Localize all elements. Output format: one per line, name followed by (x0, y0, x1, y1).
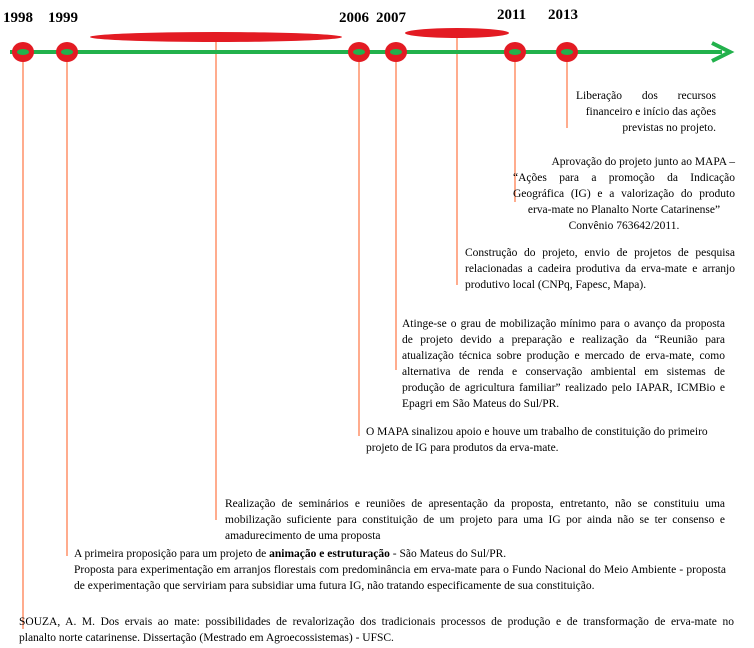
annotation-mid-period-line-1: Realização de seminários e reuniões de apresentação da proposta, entretanto, não se constituiu uma (225, 498, 725, 510)
year-label-1999: 1999 (48, 10, 78, 26)
annotation-2013-line-1: Liberação dos recursos (576, 90, 716, 102)
annotation-1999-line-1 (74, 546, 726, 562)
marker-1998 (12, 42, 34, 62)
annotation-1999-line-3: de experimentação que serviriam para subsidiar uma futura IG, não tratando especificamente de sua constituição. (74, 580, 595, 592)
annotation-2013-line-2: financeiro e início das ações (585, 106, 716, 118)
annotation-2011-line-3: Geográfica (IG) e a valorização do produto (513, 188, 735, 200)
annotation-1999-line-1-bold: animação e estruturação (269, 548, 390, 560)
annotation-2011 (513, 154, 735, 234)
annotation-mid-period-line-2: mobilização suficiente para constituição de um projeto para uma IG por ainda não se ter consenso e (225, 514, 725, 526)
annotation-2007 (402, 316, 725, 412)
annotation-2007-line-5: produção de agricultura familiar” realizado pelo IAPAR, ICMBio e (402, 382, 725, 394)
year-label-1998: 1998 (3, 10, 33, 26)
annotation-1999-line-1-post: - São Mateus do Sul/PR. (389, 548, 507, 560)
period-bar-1999-2006 (90, 32, 342, 42)
annotation-1999 (74, 546, 726, 594)
annotation-2011-line-4: erva-mate no Planalto Norte Catarinense” (527, 204, 721, 216)
annotation-2007-construcao-line-1: Construção do projeto, envio de projetos de pesquisa (465, 247, 735, 259)
year-label-2013: 2013 (548, 7, 578, 23)
annotation-2006 (366, 424, 716, 456)
annotation-2011-line-2: “Ações para a promoção da Indicação (513, 172, 735, 184)
annotation-1998-line-1: SOUZA, A. M. Dos ervais ao mate: possibilidades de revalorização dos tradicionais processos de produção e de transformação de erva-mate no (19, 616, 734, 628)
annotation-1999-line-1-pre: A primeira proposição para um projeto de (74, 548, 270, 560)
marker-2013 (556, 42, 578, 62)
annotation-1998 (19, 614, 734, 646)
annotation-mid-period-line-3: amadurecimento de uma proposta (225, 530, 381, 542)
annotation-mid-period (225, 496, 725, 544)
annotation-2007-line-4: alternativa de renda e conservação ambiental em sistemas de (402, 366, 725, 378)
annotation-1998-line-2: planalto norte catarinense. Dissertação (Mestrado em Agroecossistemas) - UFSC. (19, 632, 394, 644)
annotation-2007-line-1: Atinge-se o grau de mobilização mínimo para o avanço da proposta (402, 318, 725, 330)
marker-2011 (504, 42, 526, 62)
annotation-2013 (576, 88, 716, 136)
annotation-2007-construcao-line-3: produtivo local (CNPq, Fapesc, Mapa). (465, 279, 647, 291)
annotation-2007-line-3: atualização técnica sobre produção e mercado de erva-mate, como (402, 350, 725, 362)
marker-2006 (348, 42, 370, 62)
annotation-2007-line-6: Epagri em São Mateus do Sul/PR. (402, 398, 560, 410)
year-label-2006: 2006 (339, 10, 369, 26)
marker-1999 (56, 42, 78, 62)
annotation-2006-line-1: O MAPA sinalizou apoio e houve um trabalho de constituição do primeiro (366, 426, 708, 438)
annotation-2006-line-2: projeto de IG para produtos da erva-mate. (366, 442, 559, 454)
annotation-2013-line-3: previstas no projeto. (622, 122, 716, 134)
year-label-2011: 2011 (497, 7, 527, 23)
annotation-2011-line-5: Convênio 763642/2011. (568, 220, 680, 232)
annotation-1999-line-2: Proposta para experimentação em arranjos florestais com predominância em erva-mate para o Fundo Nacional do Meio Ambiente - proposta (74, 564, 726, 576)
annotation-2011-line-1: Aprovação do projeto junto ao MAPA – (551, 156, 735, 168)
annotation-2007-construcao-line-2: relacionadas a cadeira produtiva da erva-mate e arranjo (465, 263, 735, 275)
period-bar-2007-2011 (405, 28, 509, 38)
annotation-2007-construcao (465, 245, 735, 293)
annotation-2007-line-2: de projeto devido a preparação e realização da “Reunião para (402, 334, 725, 346)
marker-2007 (385, 42, 407, 62)
year-label-2007: 2007 (376, 10, 406, 26)
